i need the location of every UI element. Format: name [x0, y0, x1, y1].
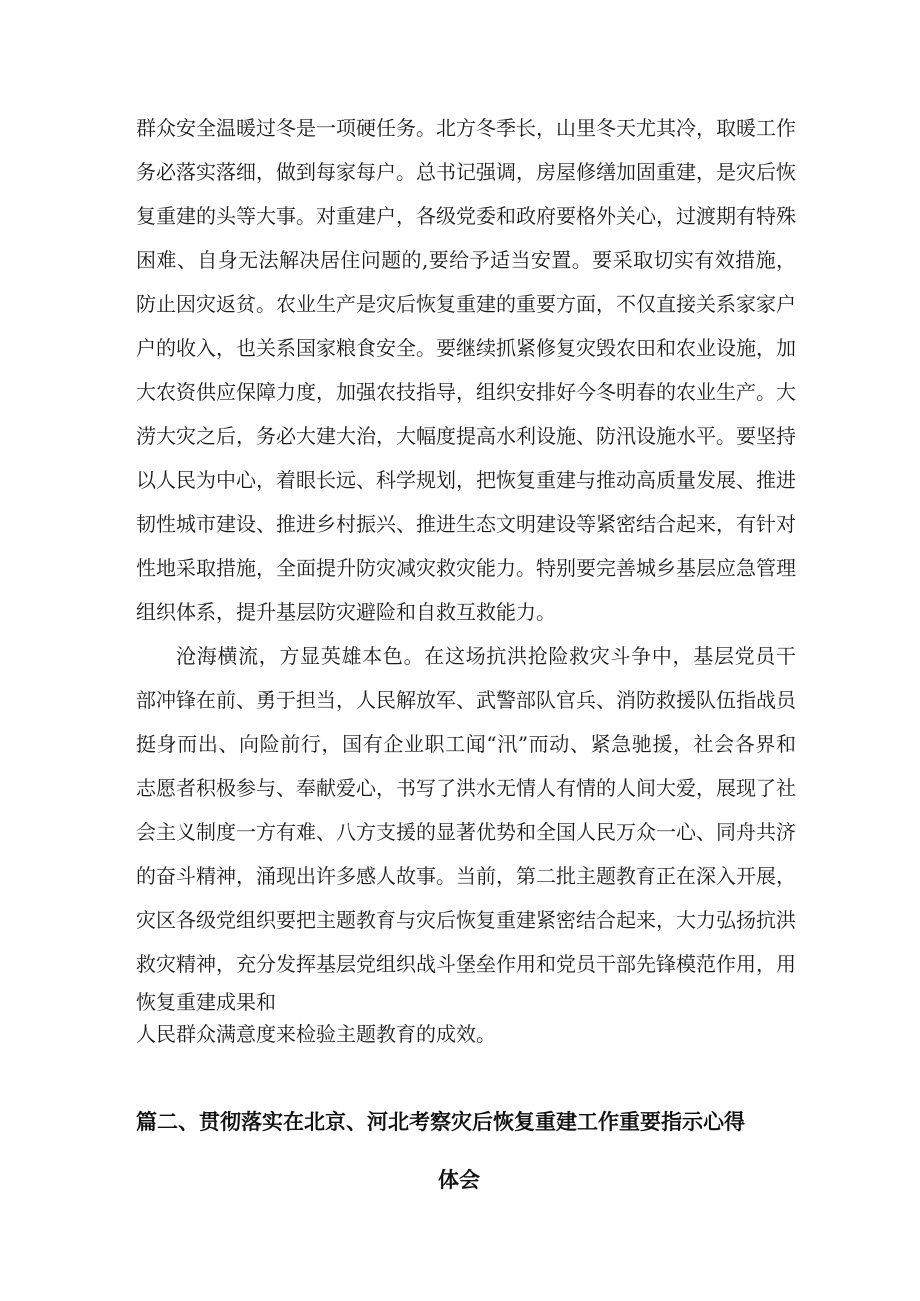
- paragraph-line: 大农资供应保障力度，加强农技指导，组织安排好今冬明春的农业生产。大: [136, 380, 796, 404]
- paragraph-line: 组织体系，提升基层防灾避险和自救互救能力。: [136, 600, 556, 624]
- paragraph-line: 韧性城市建设、推进乡村振兴、推进生态文明建设等紧密结合起来，有针对: [136, 512, 796, 536]
- paragraph-line: 救灾精神，充分发挥基层党组织战斗堡垒作用和党员干部先锋模范作用，用: [136, 952, 796, 976]
- paragraph-line: 部冲锋在前、勇于担当，人民解放军、武警部队官兵、消防救援队伍指战员: [136, 688, 796, 712]
- paragraph-line: 户的收入，也关系国家粮食安全。要继续抓紧修复灾毁农田和农业设施，加: [136, 336, 796, 360]
- paragraph-line: 志愿者积极参与、奉献爱心，书写了洪水无情人有情的人间大爱，展现了社: [136, 776, 796, 800]
- paragraph-1: [136, 106, 796, 634]
- paragraph-line: 涝大灾之后，务必大建大治，大幅度提高水利设施、防汛设施水平。要坚持: [136, 424, 796, 448]
- paragraph-line: 人民群众满意度来检验主题教育的成效。: [136, 1022, 496, 1046]
- paragraph-line: 会主义制度一方有难、八方支援的显著优势和全国人民万众一心、同舟共济: [136, 820, 796, 844]
- paragraph-line: 困难、自身无法解决居住问题的,要给予适当安置。要采取切实有效措施，: [136, 248, 796, 272]
- section-heading: 篇二、贯彻落实在北京、河北考察灾后恢复重建工作重要指示心得: [136, 1110, 745, 1134]
- paragraph-2: [136, 634, 796, 1050]
- paragraph-line: 挺身而出、向险前行，国有企业职工闻“汛”而动、紧急驰援，社会各界和: [136, 732, 796, 756]
- paragraph-line: 防止因灾返贫。农业生产是灾后恢复重建的重要方面，不仅直接关系家家户: [136, 292, 796, 316]
- section-heading-continued: 体会: [438, 1168, 480, 1192]
- paragraph-line: 沧海横流，方显英雄本色。在这场抗洪抢险救灾斗争中，基层党员干: [176, 644, 796, 668]
- paragraph-line: 复重建的头等大事。对重建户，各级党委和政府要格外关心，过渡期有特殊: [136, 204, 796, 228]
- paragraph-line: 的奋斗精神，涌现出许多感人故事。当前，第二批主题教育正在深入开展，: [136, 864, 796, 888]
- paragraph-line: 性地采取措施，全面提升防灾减灾救灾能力。特别要完善城乡基层应急管理: [136, 556, 796, 580]
- paragraph-line: 灾区各级党组织要把主题教育与灾后恢复重建紧密结合起来，大力弘扬抗洪: [136, 908, 796, 932]
- paragraph-line: 务必落实落细，做到每家每户。总书记强调，房屋修缮加固重建，是灾后恢: [136, 160, 796, 184]
- paragraph-line: 以人民为中心，着眼长远、科学规划，把恢复重建与推动高质量发展、推进: [136, 468, 796, 492]
- paragraph-line: 群众安全温暖过冬是一项硬任务。北方冬季长，山里冬天尤其冷，取暖工作: [136, 116, 796, 140]
- paragraph-line: 恢复重建成果和: [136, 990, 276, 1014]
